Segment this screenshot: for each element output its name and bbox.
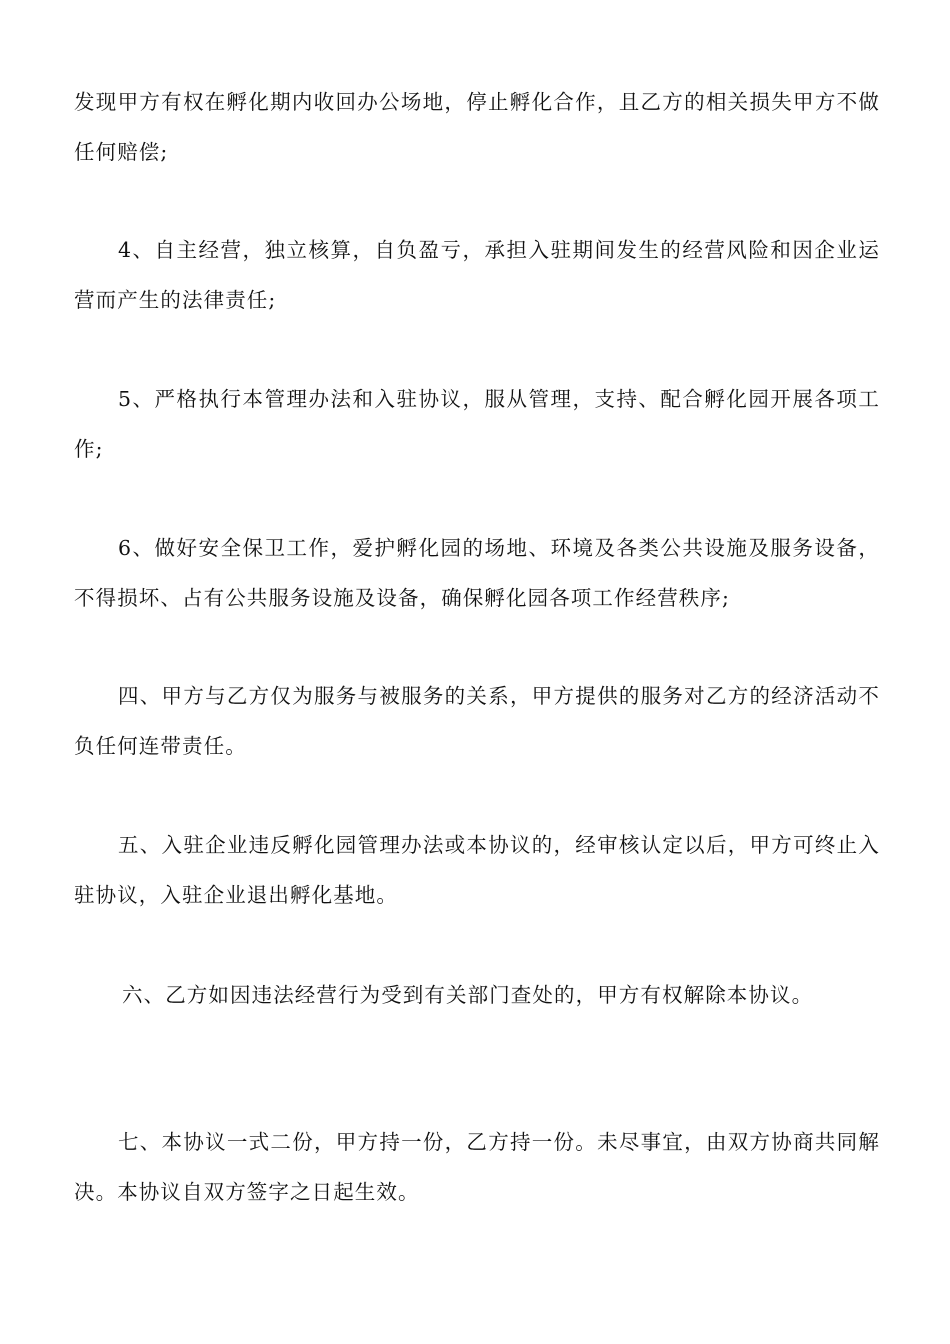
clause-five: 五、入驻企业违反孵化园管理办法或本协议的，经审核认定以后，甲方可终止入驻协议，入驻企业退出孵化基地。: [74, 833, 880, 907]
paragraph-item-4: 4、自主经营，独立核算，自负盈亏，承担入驻期间发生的经营风险和因企业运营而产生的法律责任;: [74, 238, 880, 312]
paragraph-item-5: 5、严格执行本管理办法和入驻协议，服从管理，支持、配合孵化园开展各项工作;: [74, 387, 880, 461]
paragraph-continuation: 发现甲方有权在孵化期内收回办公场地，停止孵化合作，且乙方的相关损失甲方不做任何赔偿;: [74, 90, 880, 164]
paragraph-item-6: 6、做好安全保卫工作，爱护孵化园的场地、环境及各类公共设施及服务设备，不得损坏、占有公共服务设施及设备，确保孵化园各项工作经营秩序;: [74, 536, 880, 610]
clause-four: 四、甲方与乙方仅为服务与被服务的关系，甲方提供的服务对乙方的经济活动不负任何连带责任。: [74, 684, 880, 758]
clause-six: 六、乙方如因违法经营行为受到有关部门查处的，甲方有权解除本协议。: [122, 983, 814, 1007]
clause-seven: 七、本协议一式二份，甲方持一份，乙方持一份。未尽事宜，由双方协商共同解决。本协议自双方签字之日起生效。: [74, 1130, 880, 1204]
